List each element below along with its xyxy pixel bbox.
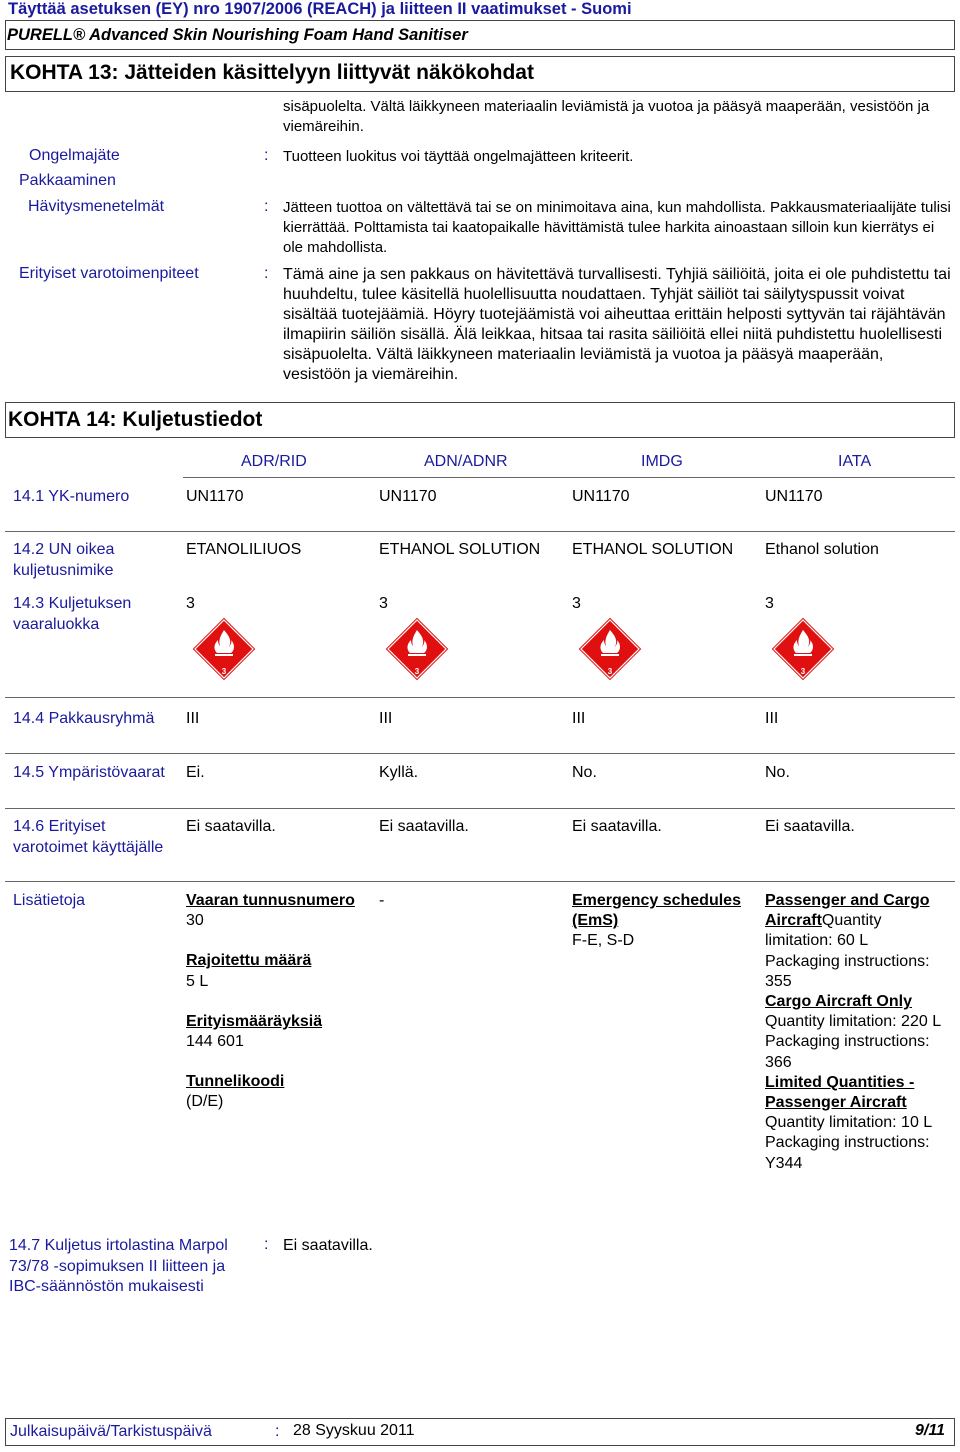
cell-class-adn: 3: [379, 595, 388, 612]
cell-class-adr: 3: [186, 595, 195, 612]
row-rule: [5, 753, 955, 754]
havitysmenetelmat-colon: :: [264, 198, 269, 215]
limited-qty-value: 5 L: [186, 972, 209, 990]
cell-pg-imdg: III: [572, 710, 586, 727]
ems-title: Emergency schedules (EmS): [572, 892, 741, 930]
cell-env-iata: No.: [765, 764, 790, 781]
cell-un-adr: UN1170: [186, 488, 244, 505]
ongelmajate-colon: :: [264, 147, 269, 164]
pakkaaminen-label: Pakkaaminen: [19, 172, 116, 189]
cell-un-imdg: UN1170: [572, 488, 630, 505]
svg-text:3: 3: [607, 667, 613, 676]
cell-name-adn: ETHANOL SOLUTION: [379, 541, 541, 558]
cell-pg-adr: III: [186, 710, 200, 727]
cell-sp-adr: Ei saatavilla.: [186, 818, 276, 835]
hazard-id-value: 30: [186, 912, 204, 930]
adn-additional-info: -: [379, 892, 385, 909]
row-rule: [5, 808, 955, 809]
page-number: 9/11: [915, 1422, 945, 1439]
bulk-colon: :: [264, 1236, 269, 1253]
limited-qty-pax-title: Limited Quantities - Passenger Aircraft: [765, 1073, 915, 1112]
col-header-adr: ADR/RID: [241, 453, 307, 470]
cargo-only-qty: Quantity limitation: 220 L: [765, 1013, 942, 1031]
cargo-only-packaging: Packaging instructions: 366: [765, 1033, 930, 1071]
cell-un-iata: UN1170: [765, 488, 823, 505]
row-label-un-number: 14.1 YK-numero: [13, 488, 130, 505]
row-rule: [5, 881, 955, 882]
pax-packaging: Packaging instructions: 355: [765, 952, 930, 990]
erityiset-varotoimenpiteet-text: Tämä aine ja sen pakkaus on hävitettävä turvallisesti. Tyhjiä säiliöitä, joita ei ole puhdistettu tai huuhdeltu, tulee käsitellä huolellisuutta noudattaen. Tyhjät säiliöt tai säilytyspussit voivat sisältää tuotejäämiä. Höyry tuotejäämistä voi aiheuttaa erittäin helposti syttyvän tai räjähtävän ilmapiirin säiliön sisällä. Älä leikkaa, hitsaa tai rasita säiliöitä ellei niitä puhdistettu huolellisesti sisäpuolelta. Vältä läikkyneen materiaalin leviämistä ja vuotoa ja pääsyä maaperään, vesistöön ja viemäreihin.: [283, 266, 951, 383]
flammable-diamond-icon: [577, 616, 643, 682]
product-name: PURELL® Advanced Skin Nourishing Foam Hand Sanitiser: [7, 26, 468, 44]
row-label-packing-group: 14.4 Pakkausryhmä: [13, 710, 155, 727]
hazard-id-title: Vaaran tunnusnumero: [186, 892, 355, 909]
ongelmajate-label: Ongelmajäte: [29, 147, 120, 164]
cell-env-adr: Ei.: [186, 764, 205, 781]
svg-text:3: 3: [800, 667, 806, 676]
cell-pg-adn: III: [379, 710, 393, 727]
limited-qty-title: Rajoitettu määrä: [186, 952, 312, 970]
flammable-diamond-icon: [191, 616, 257, 682]
havitysmenetelmat-label: Hävitysmenetelmät: [28, 198, 165, 215]
section-13-continuation: sisäpuolelta. Vältä läikkyneen materiaalin leviämistä ja vuotoa ja pääsyä maaperään, vesistöön ja viemäreihin.: [283, 98, 930, 135]
row-label-additional-info: Lisätietoja: [13, 892, 86, 909]
bulk-value: Ei saatavilla.: [283, 1237, 373, 1254]
special-provisions-title: Erityismääräyksiä: [186, 1012, 323, 1030]
cell-pg-iata: III: [765, 710, 779, 727]
svg-text:3: 3: [414, 667, 420, 676]
ems-value: F-E, S-D: [572, 932, 635, 950]
col-header-imdg: IMDG: [641, 453, 683, 470]
regulation-title: Täyttää asetuksen (EY) nro 1907/2006 (REACH) ja liitteen II vaatimukset - Suomi: [8, 0, 632, 18]
erityiset-varotoimenpiteet-label: Erityiset varotoimenpiteet: [19, 265, 199, 282]
row-rule: [5, 697, 955, 698]
imdg-additional-info: [572, 891, 742, 952]
section-13-title: KOHTA 13: Jätteiden käsittelyyn liittyvät näkökohdat: [10, 61, 534, 84]
row-label-bulk-transport: 14.7 Kuljetus irtolastina Marpol 73/78 -sopimuksen II liitteen ja IBC-säännöstön mukaisesti: [9, 1237, 228, 1295]
cell-un-adn: UN1170: [379, 488, 437, 505]
adr-additional-info: [186, 891, 366, 1113]
tunnel-code-value: (D/E): [186, 1093, 224, 1111]
footer-colon: :: [275, 1423, 280, 1440]
cell-name-iata: Ethanol solution: [765, 541, 879, 558]
row-label-hazard-class: 14.3 Kuljetuksen vaaraluokka: [13, 595, 132, 633]
limited-qty-pax-qty: Quantity limitation: 10 L: [765, 1114, 933, 1132]
cargo-only-title: Cargo Aircraft Only: [765, 993, 912, 1011]
cell-name-imdg: ETHANOL SOLUTION: [572, 541, 734, 558]
tunnel-code-title: Tunnelikoodi: [186, 1073, 285, 1091]
section-14-title: KOHTA 14: Kuljetustiedot: [8, 408, 263, 431]
footer-date-label: Julkaisupäivä/Tarkistuspäivä: [10, 1423, 212, 1440]
cell-sp-imdg: Ei saatavilla.: [572, 818, 662, 835]
cell-class-imdg: 3: [572, 595, 581, 612]
header-rule: [183, 477, 955, 478]
row-label-shipping-name: 14.2 UN oikea kuljetusnimike: [13, 541, 115, 579]
row-label-environmental: 14.5 Ympäristövaarat: [13, 764, 165, 781]
col-header-adn: ADN/ADNR: [424, 453, 508, 470]
row-rule: [5, 531, 955, 532]
pax-cargo-title: Passenger and Cargo Aircraft: [765, 892, 930, 930]
limited-qty-pax-packaging: Packaging instructions: Y344: [765, 1134, 930, 1172]
cell-sp-adn: Ei saatavilla.: [379, 818, 469, 835]
flammable-diamond-icon: [384, 616, 450, 682]
svg-text:3: 3: [221, 667, 227, 676]
cell-env-imdg: No.: [572, 764, 597, 781]
erityiset-varotoimenpiteet-colon: :: [264, 265, 269, 282]
special-provisions-value: 144 601: [186, 1033, 244, 1051]
footer-date: 28 Syyskuu 2011: [293, 1422, 415, 1439]
iata-additional-info: [765, 891, 953, 1174]
cell-name-adr: ETANOLILIUOS: [186, 541, 302, 558]
pax-qty: Quantity limitation: 60 L: [765, 912, 882, 950]
row-label-special-precautions: 14.6 Erityiset varotoimet käyttäjälle: [13, 818, 164, 856]
cell-class-iata: 3: [765, 595, 774, 612]
flammable-diamond-icon: [770, 616, 836, 682]
cell-sp-iata: Ei saatavilla.: [765, 818, 855, 835]
cell-env-adn: Kyllä.: [379, 764, 419, 781]
havitysmenetelmat-text: Jätteen tuottoa on vältettävä tai se on minimoitava aina, kun mahdollista. Pakkausmateriaalijäte tulisi kierrättää. Polttamista tai kaatopaikalle hävittämistä tulee harkita ainoastaan silloin kun kierrätys ei ole mahdollista.: [283, 199, 951, 256]
ongelmajate-text: Tuotteen luokitus voi täyttää ongelmajätteen kriteerit.: [283, 148, 634, 165]
col-header-iata: IATA: [838, 453, 872, 470]
